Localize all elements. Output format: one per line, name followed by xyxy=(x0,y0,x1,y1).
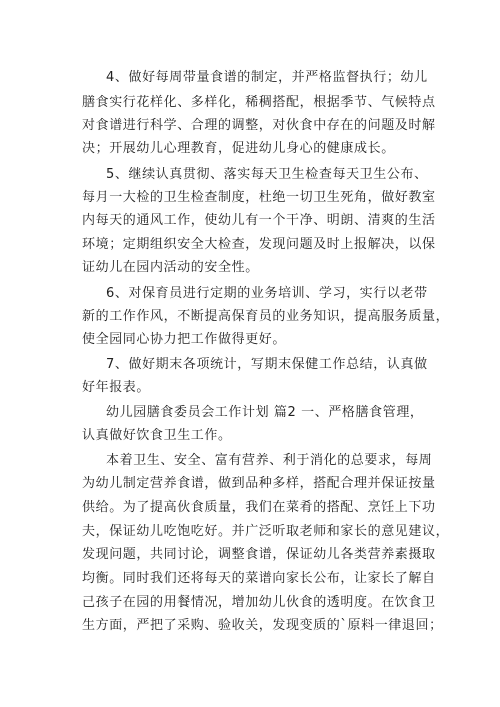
paragraph-4-line-4: 决；开展幼儿心理教育，促进幼儿身心的健康成长。 xyxy=(82,141,395,156)
paragraph-6-line-3: 使全园同心协力把工作做得更好。 xyxy=(82,332,287,347)
paragraph-4-line-2: 膳食实行花样化、多样化，稀稠搭配，根据季节、气候特点 xyxy=(82,95,436,110)
paragraph-5-line-2: 每月一大检的卫生检查制度，杜绝一切卫生死角，做好教室 xyxy=(82,190,436,205)
paragraph-7-line-2: 好年报表。 xyxy=(82,380,151,395)
section-body-line-6: 均衡。同时我们还将每天的菜谱向家长公布，让家长了解自 xyxy=(82,571,436,586)
paragraph-5-line-3: 内每天的通风工作，使幼儿有一个干净、明朗、清爽的生活 xyxy=(82,213,436,228)
paragraph-5-line-4: 环境；定期组织安全大检查，发现问题及时上报解决，以保 xyxy=(82,237,436,252)
paragraph-4-line-3: 对食谱进行科学、合理的调整，对伙食中存在的问题及时解 xyxy=(82,118,436,133)
section-body-line-8: 生方面，严把了采购、验收关，发现变质的`原料一律退回； xyxy=(82,618,443,633)
paragraph-7-line-1: 7、做好期末各项统计，写期末保健工作总结，认真做 xyxy=(106,357,428,372)
section-heading-line-2: 认真做好饮食卫生工作。 xyxy=(82,428,232,443)
paragraph-5-line-5: 证幼儿在园内活动的安全性。 xyxy=(82,260,259,275)
paragraph-6-line-2: 新的工作作风，不断提高保育员的业务知识，提高服务质量， xyxy=(82,309,450,324)
section-body-line-5: 发现问题，共同讨论，调整食谱，保证幼儿各类营养素摄取 xyxy=(82,547,436,562)
section-body-line-2: 为幼儿制定营养食谱，做到品种多样，搭配合理并保证按量 xyxy=(82,476,436,491)
section-body-line-3: 供给。为了提高伙食质量，我们在菜肴的搭配、烹饪上下功 xyxy=(82,500,436,515)
paragraph-4-line-1: 4、做好每周带量食谱的制定，并严格监督执行；幼儿 xyxy=(106,70,428,85)
section-body-line-1: 本着卫生、安全、富有营养、利于消化的总要求，每周 xyxy=(106,453,433,468)
section-body-line-7: 己孩子在园的用餐情况，增加幼儿伙食的透明度。在饮食卫 xyxy=(82,595,436,610)
section-body-line-4: 夫，保证幼儿吃饱吃好。并广泛听取老师和家长的意见建议， xyxy=(82,524,450,539)
section-heading-line-1: 幼儿园膳食委员会工作计划 篇2 一、严格膳食管理， xyxy=(106,405,424,420)
paragraph-5-line-1: 5、继续认真贯彻、落实每天卫生检查每天卫生公布、 xyxy=(106,167,428,182)
paragraph-6-line-1: 6、对保育员进行定期的业务培训、学习，实行以老带 xyxy=(106,286,428,301)
